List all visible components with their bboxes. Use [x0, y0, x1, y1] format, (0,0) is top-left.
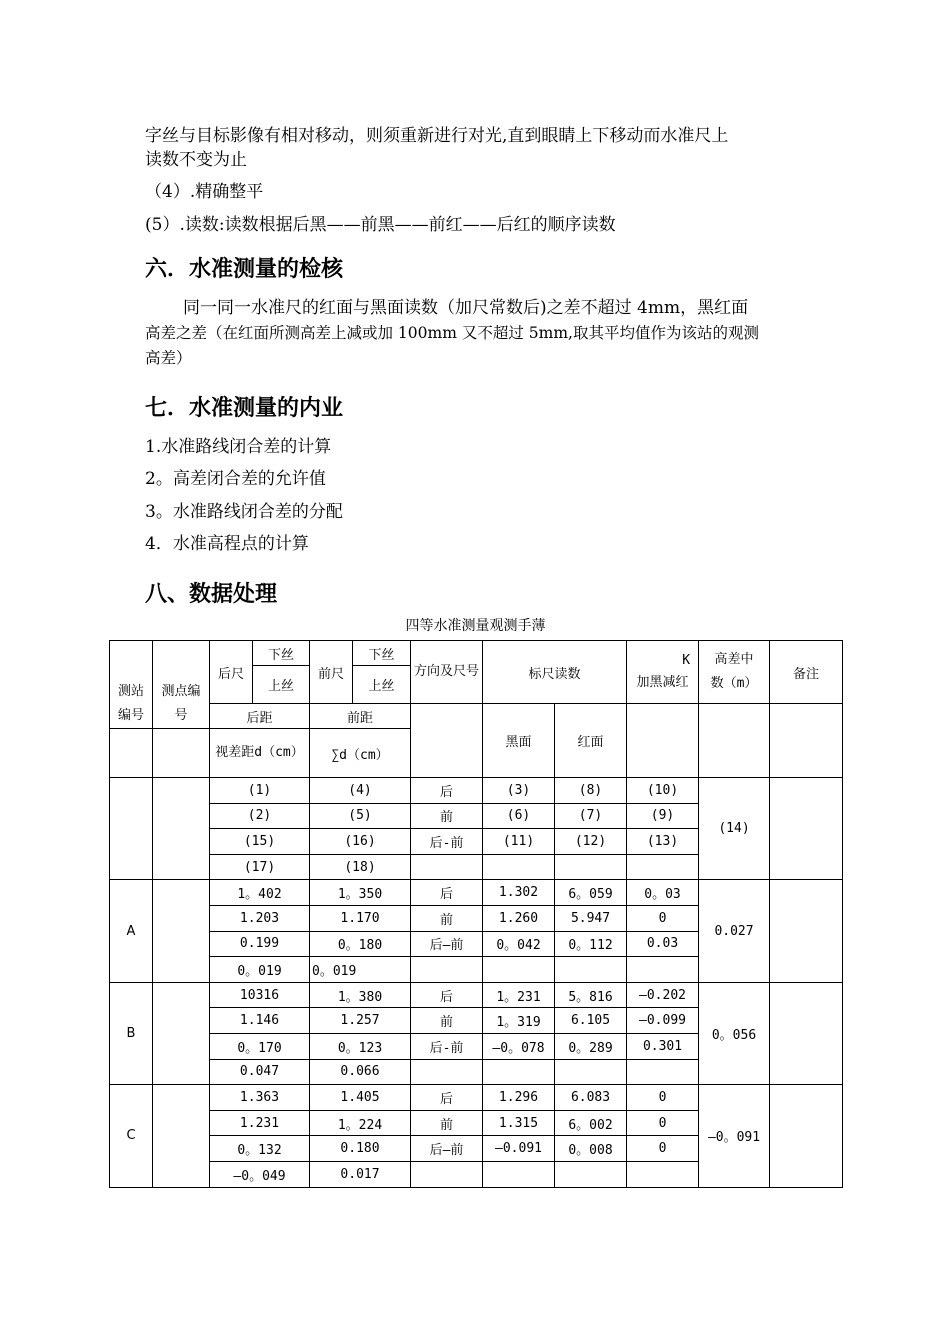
- remark: [770, 880, 843, 982]
- direction: 后: [411, 880, 483, 906]
- point-id: [153, 778, 210, 880]
- back-value: 1。402: [210, 880, 310, 906]
- front-value: (5): [310, 803, 411, 829]
- header-staff-reading: 标尺读数: [483, 641, 627, 704]
- table-caption: 四等水准测量观测手薄: [405, 618, 546, 634]
- k-diff: 0: [627, 1110, 699, 1136]
- header-blank: [699, 704, 770, 778]
- k-diff: (10): [627, 778, 699, 804]
- red-reading: [555, 854, 627, 880]
- black-reading: (6): [483, 803, 555, 829]
- front-value: 0.066: [310, 1059, 411, 1085]
- front-value: 1.257: [310, 1008, 411, 1034]
- k-diff: 0.03: [627, 931, 699, 957]
- red-reading: 5。816: [555, 982, 627, 1008]
- black-reading: (3): [483, 778, 555, 804]
- header-remark: 备注: [770, 641, 843, 704]
- header-sum-d: ∑d（cm）: [310, 729, 411, 778]
- back-value: 0。019: [210, 957, 310, 983]
- header-front-rod: 前尺: [310, 641, 353, 704]
- section-7-heading: 七．水准测量的内业: [145, 396, 344, 421]
- k-diff: (9): [627, 803, 699, 829]
- direction: [411, 1161, 483, 1187]
- black-reading: 1。319: [483, 1008, 555, 1034]
- section-7-item: 1.水准路线闭合差的计算: [145, 437, 332, 457]
- leveling-log-table: [109, 640, 843, 1188]
- header-sight-diff: 视差距d（cm）: [210, 729, 310, 778]
- red-reading: (12): [555, 829, 627, 855]
- header-direction: 方向及尺号: [411, 641, 483, 704]
- black-reading: [483, 1161, 555, 1187]
- k-diff: 0: [627, 905, 699, 931]
- header-black: 黑面: [483, 704, 555, 778]
- mean-height-diff: (14): [699, 778, 770, 880]
- red-reading: 6。002: [555, 1110, 627, 1136]
- section-8-heading: 八、数据处理: [145, 582, 278, 607]
- front-value: 1。224: [310, 1110, 411, 1136]
- point-id: [153, 1085, 210, 1187]
- black-reading: —0.091: [483, 1136, 555, 1162]
- back-value: (17): [210, 854, 310, 880]
- header-back-rod: 后尺: [210, 641, 253, 704]
- remark: [770, 778, 843, 880]
- section-7-item: 4．水准高程点的计算: [145, 534, 309, 554]
- header-upper-wire-back: 上丝: [253, 666, 310, 704]
- header-mean-diff: 高差中数（m）: [699, 641, 770, 704]
- direction: 后: [411, 778, 483, 804]
- direction: 后—前: [411, 1136, 483, 1162]
- back-value: (1): [210, 778, 310, 804]
- black-reading: 1.260: [483, 905, 555, 931]
- section-6-text: 高差之差（在红面所测高差上减或加 100mm 又不超过 5mm,取其平均值作为该站的观测: [145, 324, 759, 342]
- section-7-item: 3。水准路线闭合差的分配: [145, 502, 343, 522]
- k-diff: [627, 1059, 699, 1085]
- back-value: 1.231: [210, 1110, 310, 1136]
- front-value: 1.170: [310, 905, 411, 931]
- k-diff: —0.202: [627, 982, 699, 1008]
- black-reading: 1.315: [483, 1110, 555, 1136]
- k-diff: 0: [627, 1085, 699, 1111]
- header-blank: [770, 704, 843, 778]
- red-reading: [555, 1059, 627, 1085]
- back-value: (15): [210, 829, 310, 855]
- k-diff: —0.099: [627, 1008, 699, 1034]
- back-value: 1.363: [210, 1085, 310, 1111]
- station-id: B: [110, 982, 153, 1084]
- red-reading: 0。008: [555, 1136, 627, 1162]
- black-reading: [483, 1059, 555, 1085]
- paragraph-line: 字丝与目标影像有相对移动，则须重新进行对光,直到眼睛上下移动而水准尺上: [145, 126, 729, 146]
- red-reading: (8): [555, 778, 627, 804]
- header-k-bottom: 加黑减红: [636, 675, 689, 690]
- direction: 前: [411, 1008, 483, 1034]
- table-row: [110, 1085, 843, 1111]
- section-7-item: 2。高差闭合差的允许值: [145, 469, 326, 489]
- back-value: (2): [210, 803, 310, 829]
- remark: [770, 1085, 843, 1187]
- red-reading: [555, 957, 627, 983]
- front-value: 1.405: [310, 1085, 411, 1111]
- front-value: (18): [310, 854, 411, 880]
- black-reading: 1.302: [483, 880, 555, 906]
- header-station: 测站编号: [110, 641, 153, 729]
- red-reading: 6。059: [555, 880, 627, 906]
- k-diff: 0: [627, 1136, 699, 1162]
- header-point: 测点编号: [153, 641, 210, 729]
- remark: [770, 982, 843, 1084]
- direction: 后: [411, 982, 483, 1008]
- back-value: 0。170: [210, 1033, 310, 1059]
- front-value: 0。123: [310, 1033, 411, 1059]
- header-blank: [411, 704, 483, 778]
- direction: 前: [411, 905, 483, 931]
- section-6-heading: 六．水准测量的检核: [145, 257, 344, 282]
- point-id: [153, 982, 210, 1084]
- red-reading: 6.083: [555, 1085, 627, 1111]
- table-row: [110, 982, 843, 1008]
- back-value: 10316: [210, 982, 310, 1008]
- station-id: [110, 778, 153, 880]
- k-diff: [627, 1161, 699, 1187]
- back-value: 0。132: [210, 1136, 310, 1162]
- direction: 前: [411, 1110, 483, 1136]
- header-k-top: K: [682, 653, 691, 668]
- header-blank: [110, 729, 153, 778]
- station-id: C: [110, 1085, 153, 1187]
- direction: [411, 957, 483, 983]
- front-value: 0.017: [310, 1161, 411, 1187]
- point-id: [153, 880, 210, 982]
- direction: 后: [411, 1085, 483, 1111]
- front-value: 0。019: [310, 957, 411, 983]
- back-value: 1.203: [210, 905, 310, 931]
- front-value: 1。350: [310, 880, 411, 906]
- header-lower-wire-back: 下丝: [253, 641, 310, 666]
- k-diff: (13): [627, 829, 699, 855]
- header-back-dist: 后距: [210, 704, 310, 729]
- k-diff: 0.301: [627, 1033, 699, 1059]
- black-reading: (11): [483, 829, 555, 855]
- step-reading: (5）.读数:读数根据后黑——前黑——前红——后红的顺序读数: [145, 215, 616, 235]
- k-diff: 0。03: [627, 880, 699, 906]
- red-reading: 0。289: [555, 1033, 627, 1059]
- section-6-text: 高差）: [145, 349, 192, 367]
- header-lower-wire-front: 下丝: [353, 641, 411, 666]
- k-diff: [627, 854, 699, 880]
- header-red: 红面: [555, 704, 627, 778]
- red-reading: 6.105: [555, 1008, 627, 1034]
- back-value: 0.199: [210, 931, 310, 957]
- black-reading: 1。231: [483, 982, 555, 1008]
- k-diff: [627, 957, 699, 983]
- front-value: 0。180: [310, 931, 411, 957]
- red-reading: 0。112: [555, 931, 627, 957]
- direction: [411, 1059, 483, 1085]
- back-value: 1.146: [210, 1008, 310, 1034]
- back-value: 0.047: [210, 1059, 310, 1085]
- mean-height-diff: —0。091: [699, 1085, 770, 1187]
- section-6-text: 同一同一水准尺的红面与黑面读数（加尺常数后)之差不超过 4mm，黑红面: [183, 298, 749, 318]
- direction: [411, 854, 483, 880]
- header-blank: [153, 729, 210, 778]
- direction: 后-前: [411, 1033, 483, 1059]
- step-precise-leveling: （4）.精确整平: [145, 182, 264, 202]
- station-id: A: [110, 880, 153, 982]
- black-reading: —0。078: [483, 1033, 555, 1059]
- back-value: —0。049: [210, 1161, 310, 1187]
- header-upper-wire-front: 上丝: [353, 666, 411, 704]
- table-row: [110, 778, 843, 804]
- front-value: (4): [310, 778, 411, 804]
- front-value: (16): [310, 829, 411, 855]
- red-reading: (7): [555, 803, 627, 829]
- black-reading: [483, 957, 555, 983]
- red-reading: 5.947: [555, 905, 627, 931]
- black-reading: 0。042: [483, 931, 555, 957]
- mean-height-diff: 0.027: [699, 880, 770, 982]
- paragraph-line: 读数不变为止: [145, 150, 247, 170]
- front-value: 0.180: [310, 1136, 411, 1162]
- direction: 后—前: [411, 931, 483, 957]
- header-blank: [627, 704, 699, 778]
- mean-height-diff: 0。056: [699, 982, 770, 1084]
- front-value: 1。380: [310, 982, 411, 1008]
- direction: 前: [411, 803, 483, 829]
- table-row: [110, 880, 843, 906]
- red-reading: [555, 1161, 627, 1187]
- header-k: [627, 641, 699, 704]
- direction: 后-前: [411, 829, 483, 855]
- black-reading: 1.296: [483, 1085, 555, 1111]
- black-reading: [483, 854, 555, 880]
- header-front-dist: 前距: [310, 704, 411, 729]
